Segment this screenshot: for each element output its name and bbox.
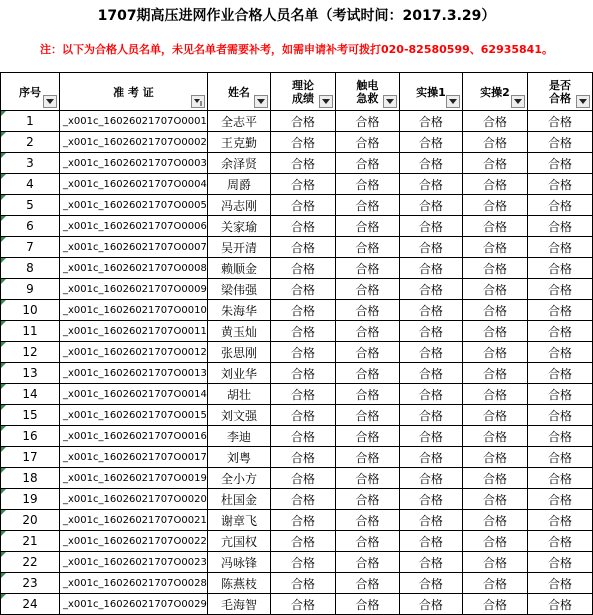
cell-exam-number[interactable]: _x001c_16026021707O0013 (60, 363, 208, 384)
cell-shock-result[interactable]: 合格 (335, 384, 399, 405)
cell-op2-result[interactable]: 合格 (462, 594, 527, 615)
sheet-title: 1707期高压进网作业合格人员名单（考试时间：2017.3.29） (97, 8, 496, 24)
cell-name[interactable]: 陈燕枝 (207, 573, 270, 594)
cell-op1-result[interactable]: 合格 (399, 342, 462, 363)
cell-shock-result[interactable]: 合格 (335, 279, 399, 300)
filter-dropdown-icon[interactable] (383, 95, 397, 108)
cell-op2-result[interactable]: 合格 (462, 384, 527, 405)
cell-op1-result[interactable]: 合格 (399, 216, 462, 237)
cell-exam-number[interactable]: _x001c_16026021707O0015 (60, 405, 208, 426)
cell-pass-result[interactable]: 合格 (528, 237, 593, 258)
cell-index[interactable]: 11 (1, 321, 60, 342)
cell-pass-result[interactable]: 合格 (528, 531, 593, 552)
col-header-pass-line1: 是否 (549, 78, 572, 92)
cell-op1-result[interactable]: 合格 (399, 447, 462, 468)
col-header-index (1, 73, 60, 111)
filter-dropdown-icon[interactable] (576, 95, 590, 108)
cell-name[interactable]: 张思刚 (207, 342, 270, 363)
table-row (1, 174, 593, 195)
cell-op2-result[interactable]: 合格 (462, 405, 527, 426)
cell-op1-result[interactable]: 合格 (399, 468, 462, 489)
cell-name[interactable]: 关家瑜 (207, 216, 270, 237)
cell-pass-result[interactable]: 合格 (528, 342, 593, 363)
cell-op2-result[interactable]: 合格 (462, 300, 527, 321)
filter-dropdown-icon[interactable] (319, 95, 333, 108)
cell-exam-number[interactable]: _x001c_16026021707O0016 (60, 426, 208, 447)
cell-pass-result[interactable]: 合格 (528, 594, 593, 615)
cell-exam-number[interactable]: _x001c_16026021707O0008 (60, 258, 208, 279)
cell-name[interactable]: 梁伟强 (207, 279, 270, 300)
cell-op1-result[interactable]: 合格 (399, 321, 462, 342)
cell-index[interactable]: 20 (1, 510, 60, 531)
cell-shock-result[interactable]: 合格 (335, 405, 399, 426)
cell-theory-result[interactable]: 合格 (271, 342, 336, 363)
table-row (1, 363, 593, 384)
cell-shock-result[interactable]: 合格 (335, 426, 399, 447)
cell-op2-result[interactable]: 合格 (462, 426, 527, 447)
cell-index[interactable]: 17 (1, 447, 60, 468)
cell-theory-result[interactable]: 合格 (271, 111, 336, 132)
cell-index[interactable]: 13 (1, 363, 60, 384)
cell-shock-result[interactable]: 合格 (335, 489, 399, 510)
cell-index[interactable]: 16 (1, 426, 60, 447)
cell-name[interactable]: 李迪 (207, 426, 270, 447)
table-row (1, 111, 593, 132)
cell-op2-result[interactable]: 合格 (462, 468, 527, 489)
col-header-theory-line1: 理论 (292, 78, 315, 92)
cell-exam-number[interactable]: _x001c_16026021707O0020 (60, 489, 208, 510)
cell-theory-result[interactable]: 合格 (271, 216, 336, 237)
cell-theory-result[interactable]: 合格 (271, 594, 336, 615)
cell-theory-result[interactable]: 合格 (271, 552, 336, 573)
cell-theory-result[interactable]: 合格 (271, 531, 336, 552)
cell-index[interactable]: 22 (1, 552, 60, 573)
col-header-theory-line2: 成绩 (292, 91, 315, 105)
cell-index[interactable]: 12 (1, 342, 60, 363)
cell-pass-result[interactable]: 合格 (528, 195, 593, 216)
filter-dropdown-icon[interactable] (511, 95, 525, 108)
cell-shock-result[interactable]: 合格 (335, 195, 399, 216)
table-row (1, 237, 593, 258)
cell-shock-result[interactable]: 合格 (335, 174, 399, 195)
cell-op2-result[interactable]: 合格 (462, 510, 527, 531)
cell-pass-result[interactable]: 合格 (528, 426, 593, 447)
header-row (1, 73, 593, 111)
col-header-index-label: 序号 (19, 85, 41, 99)
cell-theory-result[interactable]: 合格 (271, 258, 336, 279)
table-row (1, 342, 593, 363)
cell-theory-result[interactable]: 合格 (271, 405, 336, 426)
cell-name[interactable]: 黄玉灿 (207, 321, 270, 342)
cell-index[interactable]: 21 (1, 531, 60, 552)
cell-op1-result[interactable]: 合格 (399, 195, 462, 216)
cell-shock-result[interactable]: 合格 (335, 111, 399, 132)
cell-pass-result[interactable]: 合格 (528, 552, 593, 573)
cell-index[interactable]: 2 (1, 132, 60, 153)
cell-pass-result[interactable]: 合格 (528, 153, 593, 174)
cell-shock-result[interactable]: 合格 (335, 321, 399, 342)
cell-shock-result[interactable]: 合格 (335, 342, 399, 363)
table-row (1, 573, 593, 594)
cell-pass-result[interactable]: 合格 (528, 510, 593, 531)
table-row (1, 384, 593, 405)
table-row (1, 258, 593, 279)
cell-theory-result[interactable]: 合格 (271, 195, 336, 216)
notice-text: 注：以下为合格人员名单，未见名单者需要补考，如需申请补考可拨打020-82580599、62935841。 (40, 43, 553, 56)
cell-op2-result[interactable]: 合格 (462, 258, 527, 279)
table-row (1, 489, 593, 510)
cell-shock-result[interactable]: 合格 (335, 258, 399, 279)
col-header-op2-label: 实操2 (480, 85, 510, 99)
cell-pass-result[interactable]: 合格 (528, 384, 593, 405)
cell-op2-result[interactable]: 合格 (462, 132, 527, 153)
cell-op2-result[interactable]: 合格 (462, 321, 527, 342)
cell-pass-result[interactable]: 合格 (528, 321, 593, 342)
cell-index[interactable]: 6 (1, 216, 60, 237)
cell-op1-result[interactable]: 合格 (399, 237, 462, 258)
cell-shock-result[interactable]: 合格 (335, 468, 399, 489)
cell-theory-result[interactable]: 合格 (271, 363, 336, 384)
cell-index[interactable]: 24 (1, 594, 60, 615)
cell-index[interactable]: 8 (1, 258, 60, 279)
cell-op2-result[interactable]: 合格 (462, 552, 527, 573)
cell-exam-number[interactable]: _x001c_16026021707O0005 (60, 195, 208, 216)
cell-op1-result[interactable]: 合格 (399, 363, 462, 384)
col-header-shock-line2: 急救 (356, 91, 379, 105)
cell-index[interactable]: 9 (1, 279, 60, 300)
cell-op1-result[interactable]: 合格 (399, 174, 462, 195)
cell-name[interactable]: 王克勤 (207, 132, 270, 153)
cell-index[interactable]: 14 (1, 384, 60, 405)
cell-exam-number[interactable]: _x001c_16026021707O0002 (60, 132, 208, 153)
cell-pass-result[interactable]: 合格 (528, 174, 593, 195)
table-row (1, 300, 593, 321)
cell-op1-result[interactable]: 合格 (399, 426, 462, 447)
cell-op1-result[interactable]: 合格 (399, 153, 462, 174)
cell-op1-result[interactable]: 合格 (399, 300, 462, 321)
cell-shock-result[interactable]: 合格 (335, 510, 399, 531)
cell-op1-result[interactable]: 合格 (399, 594, 462, 615)
cell-shock-result[interactable]: 合格 (335, 216, 399, 237)
table-row (1, 594, 593, 615)
cell-op2-result[interactable]: 合格 (462, 447, 527, 468)
cell-op1-result[interactable]: 合格 (399, 384, 462, 405)
cell-op1-result[interactable]: 合格 (399, 552, 462, 573)
cell-op2-result[interactable]: 合格 (462, 489, 527, 510)
cell-exam-number[interactable]: _x001c_16026021707O0011 (60, 321, 208, 342)
cell-name[interactable]: 周爵 (207, 174, 270, 195)
table-row (1, 405, 593, 426)
col-header-shock (335, 73, 399, 111)
cell-theory-result[interactable]: 合格 (271, 237, 336, 258)
cell-op2-result[interactable]: 合格 (462, 573, 527, 594)
table-row (1, 153, 593, 174)
cell-op1-result[interactable]: 合格 (399, 258, 462, 279)
cell-index[interactable]: 3 (1, 153, 60, 174)
col-header-exam-label: 准 考 证 (113, 85, 154, 99)
cell-op1-result[interactable]: 合格 (399, 111, 462, 132)
table-row (1, 426, 593, 447)
cell-theory-result[interactable]: 合格 (271, 468, 336, 489)
table-row (1, 447, 593, 468)
cell-op1-result[interactable]: 合格 (399, 405, 462, 426)
cell-theory-result[interactable]: 合格 (271, 489, 336, 510)
table-row (1, 531, 593, 552)
cell-index[interactable]: 19 (1, 489, 60, 510)
table-row (1, 195, 593, 216)
cell-op1-result[interactable]: 合格 (399, 531, 462, 552)
results-table (0, 72, 593, 615)
cell-op2-result[interactable]: 合格 (462, 363, 527, 384)
cell-name[interactable]: 刘业华 (207, 363, 270, 384)
cell-exam-number[interactable]: _x001c_16026021707O0022 (60, 531, 208, 552)
cell-exam-number[interactable]: _x001c_16026021707O0021 (60, 510, 208, 531)
cell-exam-number[interactable]: _x001c_16026021707O0010 (60, 300, 208, 321)
cell-name[interactable]: 刘粤 (207, 447, 270, 468)
cell-op1-result[interactable]: 合格 (399, 489, 462, 510)
cell-theory-result[interactable]: 合格 (271, 426, 336, 447)
col-header-op2 (462, 73, 527, 111)
cell-op2-result[interactable]: 合格 (462, 195, 527, 216)
col-header-name (207, 73, 270, 111)
col-header-op1 (399, 73, 462, 111)
cell-name[interactable]: 冯志刚 (207, 195, 270, 216)
cell-op1-result[interactable]: 合格 (399, 132, 462, 153)
cell-name[interactable]: 毛海智 (207, 594, 270, 615)
cell-exam-number[interactable]: _x001c_16026021707O0004 (60, 174, 208, 195)
cell-exam-number[interactable]: _x001c_16026021707O0006 (60, 216, 208, 237)
cell-name[interactable]: 朱海华 (207, 300, 270, 321)
cell-pass-result[interactable]: 合格 (528, 216, 593, 237)
col-header-op1-label: 实操1 (416, 85, 446, 99)
cell-exam-number[interactable]: _x001c_16026021707O0023 (60, 552, 208, 573)
cell-index[interactable]: 18 (1, 468, 60, 489)
cell-shock-result[interactable]: 合格 (335, 363, 399, 384)
cell-theory-result[interactable]: 合格 (271, 510, 336, 531)
cell-index[interactable]: 7 (1, 237, 60, 258)
cell-exam-number[interactable]: _x001c_16026021707O0007 (60, 237, 208, 258)
cell-op2-result[interactable]: 合格 (462, 342, 527, 363)
filter-dropdown-icon[interactable] (446, 95, 460, 108)
cell-op2-result[interactable]: 合格 (462, 216, 527, 237)
cell-op2-result[interactable]: 合格 (462, 153, 527, 174)
cell-theory-result[interactable]: 合格 (271, 573, 336, 594)
cell-exam-number[interactable]: _x001c_16026021707O0003 (60, 153, 208, 174)
cell-shock-result[interactable]: 合格 (335, 447, 399, 468)
cell-name[interactable]: 杜国金 (207, 489, 270, 510)
cell-shock-result[interactable]: 合格 (335, 237, 399, 258)
cell-exam-number[interactable]: _x001c_16026021707O0012 (60, 342, 208, 363)
table-row (1, 279, 593, 300)
col-header-pass (528, 73, 593, 111)
cell-theory-result[interactable]: 合格 (271, 174, 336, 195)
cell-op2-result[interactable]: 合格 (462, 279, 527, 300)
cell-pass-result[interactable]: 合格 (528, 258, 593, 279)
cell-name[interactable]: 冯咏锋 (207, 552, 270, 573)
col-header-exam (60, 73, 208, 111)
cell-op2-result[interactable]: 合格 (462, 237, 527, 258)
col-header-pass-line2: 合格 (549, 91, 572, 105)
cell-pass-result[interactable]: 合格 (528, 132, 593, 153)
cell-shock-result[interactable]: 合格 (335, 300, 399, 321)
cell-exam-number[interactable]: _x001c_16026021707O0009 (60, 279, 208, 300)
cell-theory-result[interactable]: 合格 (271, 279, 336, 300)
cell-name[interactable]: 全小方 (207, 468, 270, 489)
cell-exam-number[interactable]: _x001c_16026021707O0001 (60, 111, 208, 132)
cell-name[interactable]: 谢章飞 (207, 510, 270, 531)
table-row (1, 132, 593, 153)
table-row (1, 468, 593, 489)
col-header-theory (271, 73, 336, 111)
cell-shock-result[interactable]: 合格 (335, 552, 399, 573)
cell-exam-number[interactable]: _x001c_16026021707O0028 (60, 573, 208, 594)
cell-exam-number[interactable]: _x001c_16026021707O0014 (60, 384, 208, 405)
cell-pass-result[interactable]: 合格 (528, 573, 593, 594)
cell-theory-result[interactable]: 合格 (271, 447, 336, 468)
cell-pass-result[interactable]: 合格 (528, 279, 593, 300)
cell-op2-result[interactable]: 合格 (462, 111, 527, 132)
cell-pass-result[interactable]: 合格 (528, 489, 593, 510)
cell-op2-result[interactable]: 合格 (462, 174, 527, 195)
table-row (1, 552, 593, 573)
cell-name[interactable]: 刘文强 (207, 405, 270, 426)
col-header-shock-line1: 触电 (356, 78, 379, 92)
cell-theory-result[interactable]: 合格 (271, 321, 336, 342)
cell-name[interactable]: 余泽贤 (207, 153, 270, 174)
table-row (1, 321, 593, 342)
cell-shock-result[interactable]: 合格 (335, 132, 399, 153)
cell-theory-result[interactable]: 合格 (271, 132, 336, 153)
cell-theory-result[interactable]: 合格 (271, 384, 336, 405)
cell-index[interactable]: 5 (1, 195, 60, 216)
cell-index[interactable]: 10 (1, 300, 60, 321)
cell-op1-result[interactable]: 合格 (399, 510, 462, 531)
cell-exam-number[interactable]: _x001c_16026021707O0029 (60, 594, 208, 615)
filter-active-icon[interactable] (191, 95, 205, 108)
table-row (1, 216, 593, 237)
cell-exam-number[interactable]: _x001c_16026021707O0017 (60, 447, 208, 468)
filter-dropdown-icon[interactable] (254, 95, 268, 108)
cell-op1-result[interactable]: 合格 (399, 279, 462, 300)
cell-pass-result[interactable]: 合格 (528, 468, 593, 489)
cell-theory-result[interactable]: 合格 (271, 300, 336, 321)
cell-name[interactable]: 胡壮 (207, 384, 270, 405)
cell-op2-result[interactable]: 合格 (462, 531, 527, 552)
cell-index[interactable]: 1 (1, 111, 60, 132)
cell-shock-result[interactable]: 合格 (335, 153, 399, 174)
cell-shock-result[interactable]: 合格 (335, 573, 399, 594)
cell-op1-result[interactable]: 合格 (399, 573, 462, 594)
cell-name[interactable]: 赖顺金 (207, 258, 270, 279)
cell-pass-result[interactable]: 合格 (528, 300, 593, 321)
cell-shock-result[interactable]: 合格 (335, 594, 399, 615)
cell-pass-result[interactable]: 合格 (528, 447, 593, 468)
table-row (1, 510, 593, 531)
cell-index[interactable]: 23 (1, 573, 60, 594)
cell-name[interactable]: 全志平 (207, 111, 270, 132)
cell-exam-number[interactable]: _x001c_16026021707O0019 (60, 468, 208, 489)
cell-theory-result[interactable]: 合格 (271, 153, 336, 174)
cell-pass-result[interactable]: 合格 (528, 363, 593, 384)
cell-name[interactable]: 亢国权 (207, 531, 270, 552)
cell-index[interactable]: 4 (1, 174, 60, 195)
cell-index[interactable]: 15 (1, 405, 60, 426)
col-header-name-label: 姓名 (227, 85, 250, 99)
cell-pass-result[interactable]: 合格 (528, 111, 593, 132)
cell-pass-result[interactable]: 合格 (528, 405, 593, 426)
cell-shock-result[interactable]: 合格 (335, 531, 399, 552)
cell-name[interactable]: 吴开清 (207, 237, 270, 258)
filter-dropdown-icon[interactable] (43, 95, 57, 108)
